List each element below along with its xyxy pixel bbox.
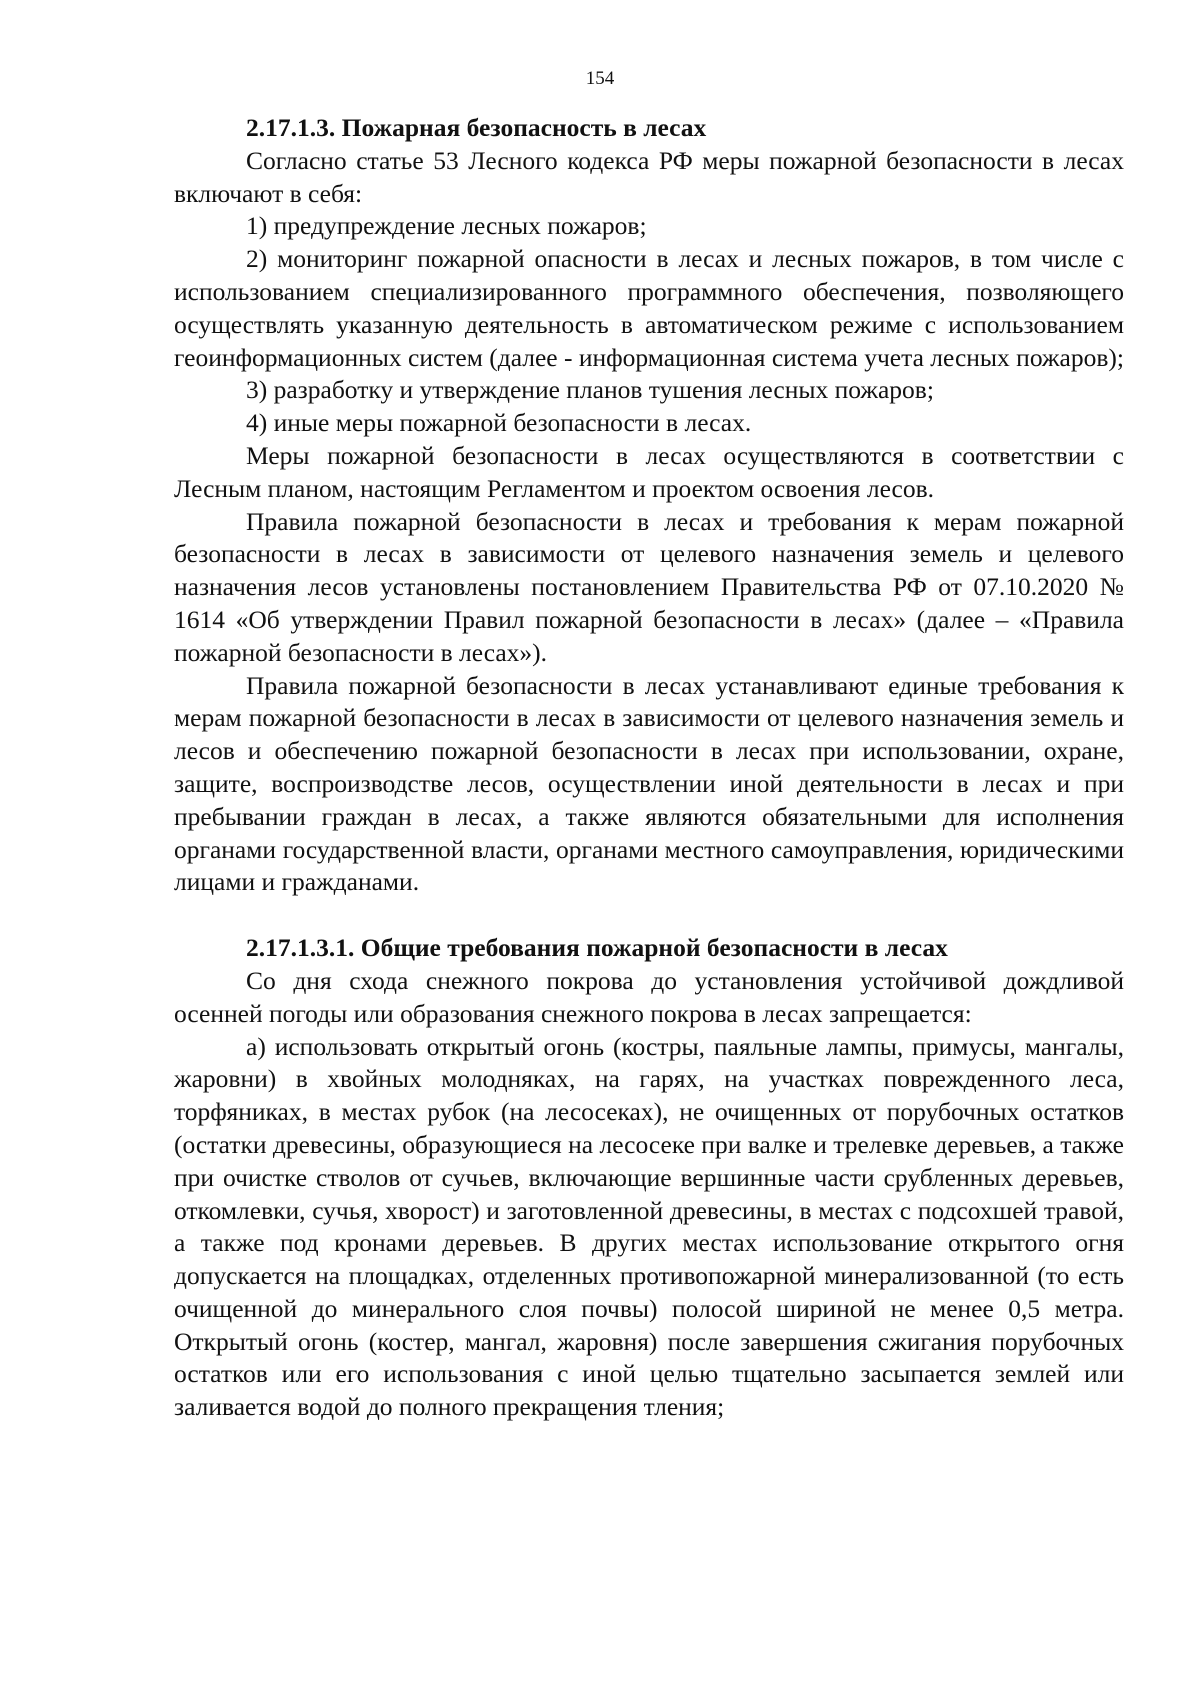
list-item: 2) мониторинг пожарной опасности в лесах и лесных пожаров, в том числе с использованием специализированного программного обеспечения, позволяющего осуществлять указанную деятельность в автоматическом режиме с использованием геоинформационных систем (далее - информационная система учета лесных пожаров);: [174, 244, 1124, 372]
document-body: [174, 112, 1124, 1424]
paragraph: Правила пожарной безопасности в лесах и требования к мерам пожарной безопасности в лесах в зависимости от целевого назначения земель и целевого назначения лесов установлены постановлением Правительства РФ от 07.10.2020 № 1614 «Об утверждении Правил пожарной безопасности в лесах» (далее – «Правила пожарной безопасности в лесах»).: [174, 506, 1124, 667]
paragraph: Согласно статье 53 Лесного кодекса РФ меры пожарной безопасности в лесах включают в себя:: [174, 145, 1124, 208]
list-item: 3) разработку и утверждение планов тушения лесных пожаров;: [246, 375, 934, 405]
list-item: а) использовать открытый огонь (костры, паяльные лампы, примусы, мангалы, жаровни) в хвойных молодняках, на гарях, на участках поврежденного леса, торфяниках, в местах рубок (на лесосеках), не очищенных от порубочных остатков (остатки древесины, образующиеся на лесосеке при валке и трелевке деревьев, а также при очистке стволов от сучьев, включающие вершинные части срубленных деревьев, откомлевки, сучья, хворост) и заготовленной древесины, в местах с подсохшей травой, а также под кронами деревьев. В других местах использование открытого огня допускается на площадках, отделенных противопожарной минерализованной (то есть очищенной до минерального слоя почвы) полосой шириной не менее 0,5 метра. Открытый огонь (костер, мангал, жаровня) после завершения сжигания порубочных остатков или его использования с иной целью тщательно засыпается землей или заливается водой до полного прекращения тления;: [174, 1031, 1124, 1422]
section-heading: 2.17.1.3. Пожарная безопасность в лесах: [246, 113, 707, 142]
subsection-heading: 2.17.1.3.1. Общие требования пожарной безопасности в лесах: [246, 933, 948, 963]
list-item: 4) иные меры пожарной безопасности в лесах.: [246, 408, 752, 438]
paragraph: Со дня схода снежного покрова до установления устойчивой дождливой осенней погоды или образования снежного покрова в лесах запрещается:: [174, 965, 1124, 1028]
list-item: 1) предупреждение лесных пожаров;: [246, 211, 647, 241]
page-number: 154: [585, 68, 615, 89]
paragraph: Правила пожарной безопасности в лесах устанавливают единые требования к мерам пожарной безопасности в лесах в зависимости от целевого назначения земель и лесов и обеспечению пожарной безопасности в лесах при использовании, охране, защите, воспроизводстве лесов, осуществлении иной деятельности в лесах и при пребывании граждан в лесах, а также являются обязательными для исполнения органами государственной власти, органами местного самоуправления, юридическими лицами и гражданами.: [174, 670, 1124, 897]
paragraph: Меры пожарной безопасности в лесах осуществляются в соответствии с Лесным планом, настоящим Регламентом и проектом освоения лесов.: [174, 440, 1124, 503]
